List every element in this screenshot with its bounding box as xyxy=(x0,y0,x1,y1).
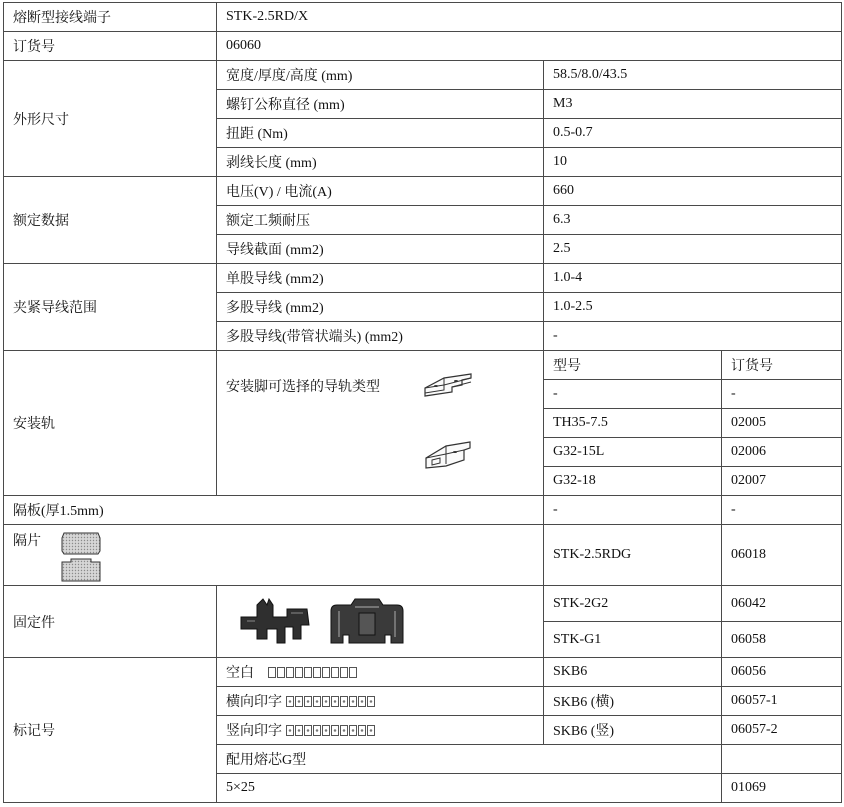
dim-value-0: 58.5/8.0/43.5 xyxy=(544,61,842,90)
marker-strip-vertical-icon xyxy=(286,725,376,736)
rail-figure-cell xyxy=(217,351,544,496)
dim-value-1: M3 xyxy=(544,90,842,119)
rail-th35-icon xyxy=(422,372,474,400)
end-clamp-icon xyxy=(325,595,409,649)
fuse-label-empty xyxy=(722,745,842,774)
rated-label: 额定数据 xyxy=(4,177,217,264)
rail-label: 安装轨 xyxy=(4,351,217,496)
clamp-value-1: 1.0-2.5 xyxy=(544,293,842,322)
fixing-order-0: 06042 xyxy=(722,586,842,622)
spec-table xyxy=(3,2,842,803)
rail-model-2: G32-15L xyxy=(544,438,722,467)
row-fixing-0 xyxy=(4,586,842,622)
marking-label: 标记号 xyxy=(4,658,217,803)
clamp-value-0: 1.0-4 xyxy=(544,264,842,293)
row-order-no xyxy=(4,32,842,61)
clamp-label-1: 多股导线 (mm2) xyxy=(217,293,544,322)
dim-label-2: 扭距 (Nm) xyxy=(217,119,544,148)
fuse-size: 5×25 xyxy=(217,774,722,803)
dim-label-0: 宽度/厚度/高度 (mm) xyxy=(217,61,544,90)
rail-model-3: G32-18 xyxy=(544,467,722,496)
rail-note: 安装脚可选择的导轨类型 xyxy=(226,380,380,395)
fixing-order-1: 06058 xyxy=(722,622,842,658)
rail-g32-icon xyxy=(422,436,474,472)
mark-order-0: 06056 xyxy=(722,658,842,687)
rated-value-1: 6.3 xyxy=(544,206,842,235)
clamp-label-0: 单股导线 (mm2) xyxy=(217,264,544,293)
row-separator xyxy=(4,525,842,586)
mark-label-1: 横向印字 xyxy=(226,695,282,710)
rail-model-0: - xyxy=(544,380,722,409)
fixing-model-1: STK-G1 xyxy=(544,622,722,658)
partition-order: - xyxy=(722,496,842,525)
partition-model: - xyxy=(544,496,722,525)
dimensions-label: 外形尺寸 xyxy=(4,61,217,177)
dim-value-3: 10 xyxy=(544,148,842,177)
marker-strip-icon xyxy=(268,667,358,678)
mark-label-2: 竖向印字 xyxy=(226,724,282,739)
mark-order-2: 06057-2 xyxy=(722,716,842,745)
order-no-value: 06060 xyxy=(217,32,842,61)
rail-order-3: 02007 xyxy=(722,467,842,496)
rated-label-2: 导线截面 (mm2) xyxy=(217,235,544,264)
mark-model-2: SKB6 (竖) xyxy=(544,716,722,745)
rated-value-0: 660 xyxy=(544,177,842,206)
dim-value-2: 0.5-0.7 xyxy=(544,119,842,148)
row-dim-0 xyxy=(4,61,842,90)
rated-label-1: 额定工频耐压 xyxy=(217,206,544,235)
rail-header-order: 订货号 xyxy=(722,351,842,380)
marker-strip-horizontal-icon xyxy=(286,696,376,707)
rail-order-0: - xyxy=(722,380,842,409)
fixing-model-0: STK-2G2 xyxy=(544,586,722,622)
row-rated-0 xyxy=(4,177,842,206)
separator-label: 隔片 xyxy=(13,534,41,549)
partition-label: 隔板(厚1.5mm) xyxy=(4,496,544,525)
separator-icon xyxy=(59,530,103,584)
clamping-label: 夹紧导线范围 xyxy=(4,264,217,351)
mark-cell-2 xyxy=(217,716,544,745)
rail-header-model: 型号 xyxy=(544,351,722,380)
separator-cell xyxy=(4,525,544,586)
clamp-label-2: 多股导线(带管状端头) (mm2) xyxy=(217,322,544,351)
fuse-label: 配用熔芯G型 xyxy=(217,745,722,774)
fixing-figure-cell xyxy=(217,586,544,658)
mark-label-0: 空白 xyxy=(226,666,254,681)
product-value: STK-2.5RD/X xyxy=(217,3,842,32)
row-clamp-0 xyxy=(4,264,842,293)
mark-model-1: SKB6 (横) xyxy=(544,687,722,716)
fixing-label: 固定件 xyxy=(4,586,217,658)
mark-model-0: SKB6 xyxy=(544,658,722,687)
mark-cell-1 xyxy=(217,687,544,716)
row-rail-header xyxy=(4,351,842,380)
rated-label-0: 电压(V) / 电流(A) xyxy=(217,177,544,206)
mark-order-1: 06057-1 xyxy=(722,687,842,716)
product-label: 熔断型接线端子 xyxy=(4,3,217,32)
rail-order-1: 02005 xyxy=(722,409,842,438)
rated-value-2: 2.5 xyxy=(544,235,842,264)
separator-model: STK-2.5RDG xyxy=(544,525,722,586)
rail-model-1: TH35-7.5 xyxy=(544,409,722,438)
mark-cell-0 xyxy=(217,658,544,687)
row-product xyxy=(4,3,842,32)
fuse-order: 01069 xyxy=(722,774,842,803)
row-mark-0 xyxy=(4,658,842,687)
rail-order-2: 02006 xyxy=(722,438,842,467)
order-no-label: 订货号 xyxy=(4,32,217,61)
end-bracket-icon xyxy=(237,595,313,649)
dim-label-1: 螺钉公称直径 (mm) xyxy=(217,90,544,119)
clamp-value-2: - xyxy=(544,322,842,351)
separator-order: 06018 xyxy=(722,525,842,586)
dim-label-3: 剥线长度 (mm) xyxy=(217,148,544,177)
row-partition xyxy=(4,496,842,525)
